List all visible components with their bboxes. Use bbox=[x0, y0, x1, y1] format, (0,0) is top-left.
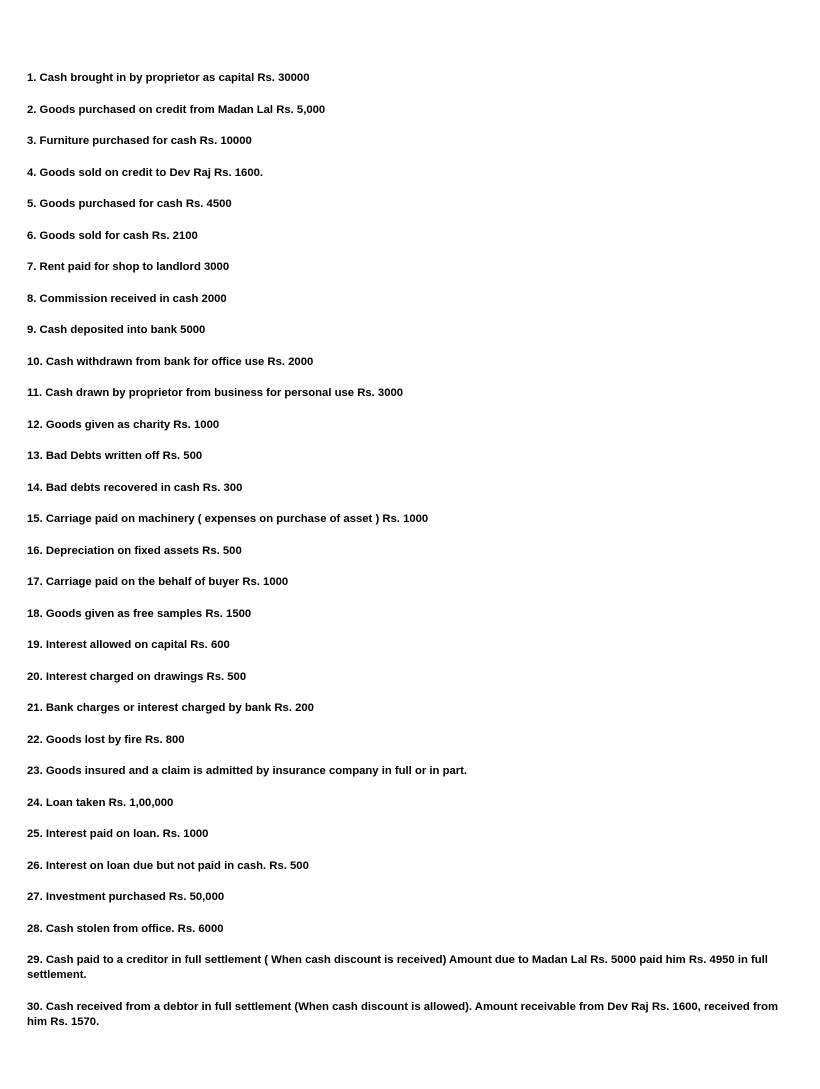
list-item: 21. Bank charges or interest charged by bank Rs. 200 bbox=[27, 702, 314, 714]
list-item: 23. Goods insured and a claim is admitted by insurance company in full or in part. bbox=[27, 765, 468, 777]
list-item: 15. Carriage paid on machinery ( expenses on purchase of asset ) Rs. 1000 bbox=[27, 513, 429, 525]
list-item: 7. Rent paid for shop to landlord 3000 bbox=[27, 261, 230, 273]
transaction-list bbox=[27, 71, 793, 1047]
list-item: 29. Cash paid to a creditor in full settlement ( When cash discount is received) Amount due to Madan Lal Rs. 5000 paid him Rs. 4950 in full settlement. bbox=[27, 954, 768, 981]
list-item: 18. Goods given as free samples Rs. 1500 bbox=[27, 607, 252, 620]
list-item: 10. Cash withdrawn from bank for office use Rs. 2000 bbox=[27, 355, 314, 368]
list-item: 6. Goods sold for cash Rs. 2100 bbox=[27, 229, 198, 242]
list-item: 24. Loan taken Rs. 1,00,000 bbox=[27, 796, 174, 809]
list-item: 5. Goods purchased for cash Rs. 4500 bbox=[27, 198, 232, 210]
list-item: 28. Cash stolen from office. Rs. 6000 bbox=[27, 922, 224, 935]
list-item: 2. Goods purchased on credit from Madan Lal Rs. 5,000 bbox=[27, 103, 326, 116]
list-item: 22. Goods lost by fire Rs. 800 bbox=[27, 733, 185, 746]
list-item: 9. Cash deposited into bank 5000 bbox=[27, 324, 206, 336]
list-item: 4. Goods sold on credit to Dev Raj Rs. 1600. bbox=[27, 166, 264, 179]
list-item: 25. Interest paid on loan. Rs. 1000 bbox=[27, 828, 209, 840]
list-item: 8. Commission received in cash 2000 bbox=[27, 292, 227, 305]
list-item: 17. Carriage paid on the behalf of buyer Rs. 1000 bbox=[27, 576, 289, 588]
list-item: 19. Interest allowed on capital Rs. 600 bbox=[27, 639, 230, 651]
list-item: 16. Depreciation on fixed assets Rs. 500 bbox=[27, 544, 242, 557]
list-item: 14. Bad debts recovered in cash Rs. 300 bbox=[27, 481, 243, 494]
list-item: 11. Cash drawn by proprietor from business for personal use Rs. 3000 bbox=[27, 387, 404, 399]
list-item: 3. Furniture purchased for cash Rs. 10000 bbox=[27, 135, 252, 147]
list-item: 26. Interest on loan due but not paid in cash. Rs. 500 bbox=[27, 859, 309, 872]
list-item: 13. Bad Debts written off Rs. 500 bbox=[27, 450, 203, 462]
list-item: 20. Interest charged on drawings Rs. 500 bbox=[27, 670, 247, 683]
list-item: 30. Cash received from a debtor in full settlement (When cash discount is allowed). Amount receivable from Dev Raj Rs. 1600, received from him Rs. 1570. bbox=[27, 1001, 779, 1028]
list-item: 12. Goods given as charity Rs. 1000 bbox=[27, 418, 220, 431]
list-item: 27. Investment purchased Rs. 50,000 bbox=[27, 891, 225, 903]
list-item: 1. Cash brought in by proprietor as capital Rs. 30000 bbox=[27, 72, 310, 84]
